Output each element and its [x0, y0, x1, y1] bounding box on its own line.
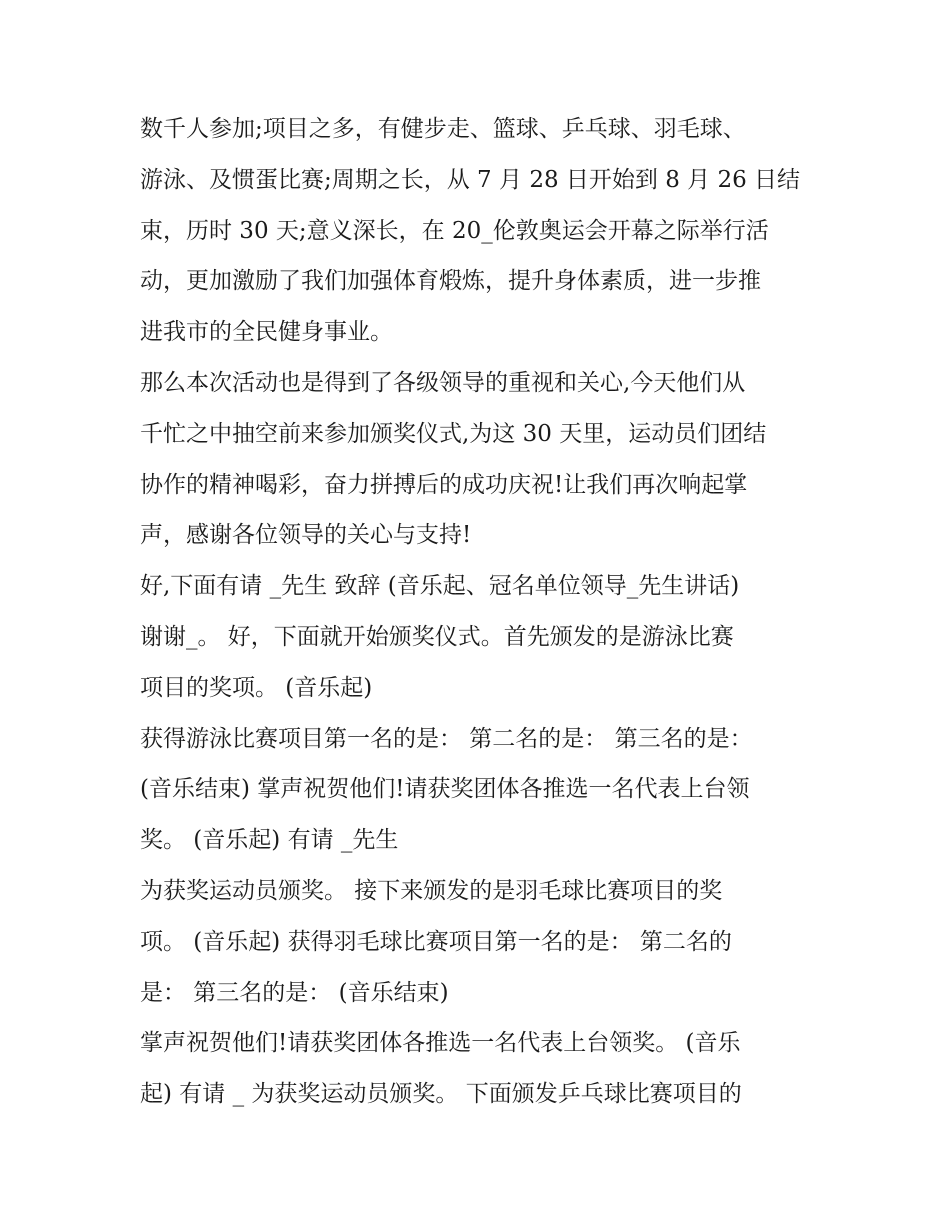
text-line: 动，更加激励了我们加强体育煅炼，提升身体素质，进一步推	[140, 268, 761, 295]
text-line: 声，感谢各位领导的关心与支持!	[140, 522, 472, 549]
text-line: 项。 (音乐起) 获得羽毛球比赛项目第一名的是： 第二名的	[140, 928, 732, 955]
body-text	[140, 104, 840, 1120]
text-line: 奖。 (音乐起) 有请 _先生	[140, 827, 399, 854]
text-line: 数千人参加;项目之多，有健步走、篮球、乒乓球、羽毛球、	[140, 116, 746, 142]
text-line: 是： 第三名的是： (音乐结束)	[140, 979, 449, 1006]
text-line: 为获奖运动员颁奖。 接下来颁发的是羽毛球比赛项目的奖	[140, 877, 723, 904]
text-line: 进我市的全民健身事业。	[140, 319, 393, 346]
text-line: 游泳、及惯蛋比赛;周期之长，从 7 月 28 日开始到 8 月 26 日结	[140, 166, 801, 193]
text-line: 起) 有请 _ 为获奖运动员颁奖。 下面颁发乒乓球比赛项目的	[140, 1081, 742, 1108]
text-line: 好,下面有请 _先生 致辞 (音乐起、冠名单位领导_先生讲话)	[140, 573, 740, 600]
text-line: 千忙之中抽空前来参加颁奖仪式,为这 30 天里，运动员们团结	[140, 420, 767, 447]
text-line: (音乐结束) 掌声祝贺他们!请获奖团体各推选一名代表上台领	[140, 776, 750, 803]
text-line: 掌声祝贺他们!请获奖团体各推选一名代表上台领奖。 (音乐	[140, 1030, 741, 1057]
text-line: 协作的精神喝彩，奋力拼搏后的成功庆祝!让我们再次响起掌	[140, 471, 748, 498]
text-line: 那么本次活动也是得到了各级领导的重视和关心,今天他们从	[140, 369, 746, 396]
text-line: 获得游泳比赛项目第一名的是： 第二名的是： 第三名的是：	[140, 725, 753, 752]
text-line: 谢谢_。 好，下面就开始颁奖仪式。首先颁发的是游泳比赛	[140, 623, 734, 650]
text-line: 项目的奖项。 (音乐起)	[140, 674, 373, 701]
text-line: 束，历时 30 天;意义深长，在 20_伦敦奥运会开幕之际举行活	[140, 217, 769, 244]
